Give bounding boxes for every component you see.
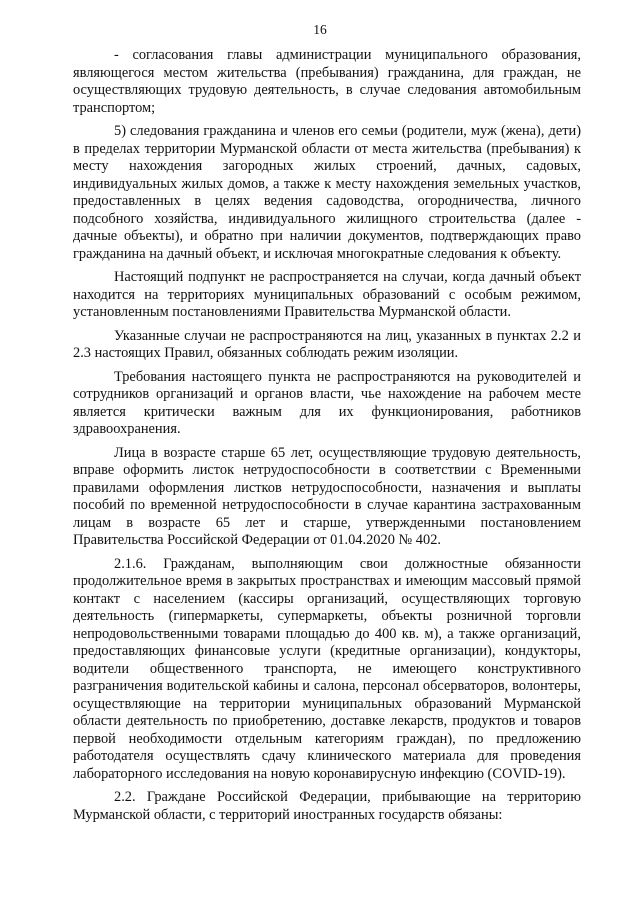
paragraph-special-regime-exception: Настоящий подпункт не распространяется на случаи, когда дачный объект находится на территориях муниципальных образований с особым режимом, установленным постановлениями Правительства Мурманской области. [73, 269, 581, 320]
document-body [73, 47, 581, 824]
paragraph-item-5-dacha-travel: 5) следования гражданина и членов его семьи (родители, муж (жена), дети) в пределах территории Мурманской области от места жительства (пребывания) к месту нахождения загородных жилых строений, дачных, садовых, индивидуальных жилых домов, а также к месту нахождения земельных участков, предоставленных в целях ведения садоводства, огородничества, личного подсобного хозяйства, индивидуального жилищного строительства (далее - дачные объекты), и обратно при наличии документов, подтверждающих право гражданина на дачный объект, и исключая многократные следования к объекту. [73, 123, 581, 262]
paragraph-critical-workers: Требования настоящего пункта не распространяются на руководителей и сотрудников организаций и органов власти, чье нахождение на рабочем месте является критически важным для их функционирования, работников здравоохранения. [73, 368, 581, 437]
paragraph-isolation-exception: Указанные случаи не распространяются на лиц, указанных в пунктах 2.2 и 2.3 настоящих Правил, обязанных соблюдать режим изоляции. [73, 327, 581, 361]
paragraph-approval-condition: - согласования главы администрации муниципального образования, являющегося местом жительства (пребывания) гражданина, для граждан, не осуществляющих трудовую деятельность, в случае следования автомобильным транспортом; [73, 47, 581, 116]
paragraph-2-2-arrivals: 2.2. Граждане Российской Федерации, прибывающие на территорию Мурманской области, с территорий иностранных государств обязаны: [73, 789, 581, 823]
page-number: 16 [313, 22, 327, 37]
paragraph-age-65-sick-leave: Лица в возрасте старше 65 лет, осуществляющие трудовую деятельность, вправе оформить листок нетрудоспособности в соответствии с Временными правилами оформления листков нетрудоспособности, назначения и выплаты пособий по временной нетрудоспособности в случае карантина застрахованным лицам в возрасте 65 лет и старше, утвержденными постановлением Правительства Российской Федерации от 01.04.2020 № 402. [73, 444, 581, 548]
paragraph-2-1-6-testing: 2.1.6. Гражданам, выполняющим свои должностные обязанности продолжительное время в закрытых пространствах и имеющим массовый прямой контакт с населением (кассиры организаций, осуществляющих торговую деятельность (гипермаркеты, супермаркеты, объекты розничной торговли непродовольственными товарами площадью до 400 кв. м), а также организаций, предоставляющих финансовые услуги (кредитные организации), кондукторы, водители общественного транспорта, не имеющего конструктивного разграничения водительской кабины и салона, персонал обсерваторов, волонтеры, осуществляющие на территории муниципальных образований Мурманской области деятельность по приобретению, доставке лекарств, продуктов и товаров первой необходимости отдельным категориям граждан), по предложению работодателя осуществлять сдачу клинического материала для проведения лабораторного исследования на новую коронавирусную инфекцию (COVID-19). [73, 555, 581, 782]
